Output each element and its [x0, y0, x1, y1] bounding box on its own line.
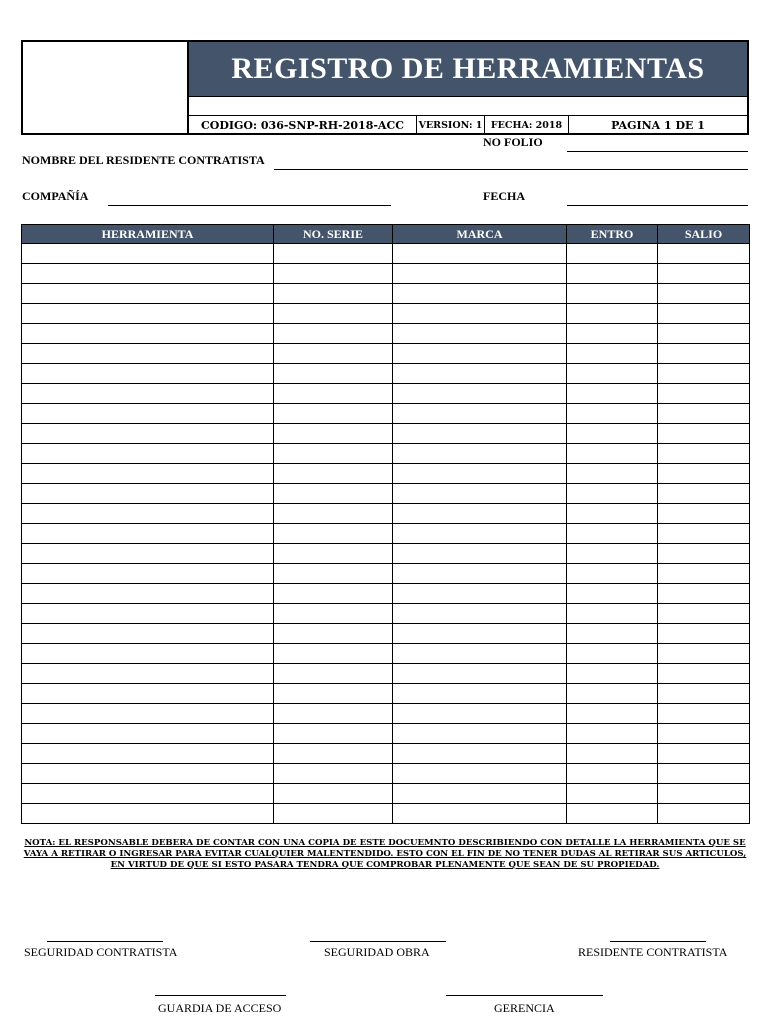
company-field[interactable] — [108, 205, 391, 206]
table-cell[interactable] — [22, 644, 274, 664]
table-cell[interactable] — [393, 264, 567, 284]
table-cell[interactable] — [22, 624, 274, 644]
column-header-in: ENTRO — [567, 225, 658, 244]
company-label: COMPAÑÍA — [22, 189, 89, 203]
table-cell[interactable] — [393, 464, 567, 484]
table-cell[interactable] — [393, 684, 567, 704]
table-cell[interactable] — [658, 524, 750, 544]
table-cell[interactable] — [22, 504, 274, 524]
table-cell[interactable] — [658, 804, 750, 824]
signature-line-management[interactable] — [446, 995, 603, 996]
table-cell[interactable] — [393, 364, 567, 384]
table-cell[interactable] — [274, 244, 393, 264]
table-row — [22, 544, 750, 564]
table-cell[interactable] — [567, 644, 658, 664]
table-cell[interactable] — [22, 724, 274, 744]
table-row — [22, 304, 750, 324]
table-cell[interactable] — [658, 444, 750, 464]
table-cell[interactable] — [658, 244, 750, 264]
table-cell[interactable] — [658, 324, 750, 344]
table-cell[interactable] — [393, 744, 567, 764]
table-cell[interactable] — [274, 384, 393, 404]
signature-label-security-contractor: SEGURIDAD CONTRATISTA — [24, 945, 178, 959]
signature-label-access-guard: GUARDIA DE ACCESO — [158, 1001, 282, 1015]
table-cell[interactable] — [658, 584, 750, 604]
table-cell[interactable] — [393, 544, 567, 564]
table-cell[interactable] — [658, 664, 750, 684]
table-row — [22, 504, 750, 524]
table-cell[interactable] — [567, 604, 658, 624]
table-cell[interactable] — [22, 324, 274, 344]
table-cell[interactable] — [393, 244, 567, 264]
table-cell[interactable] — [567, 584, 658, 604]
table-cell[interactable] — [567, 324, 658, 344]
table-cell[interactable] — [393, 344, 567, 364]
table-cell[interactable] — [393, 504, 567, 524]
table-cell[interactable] — [22, 264, 274, 284]
table-cell[interactable] — [658, 684, 750, 704]
table-cell[interactable] — [567, 364, 658, 384]
table-cell[interactable] — [274, 284, 393, 304]
document-header — [21, 40, 749, 135]
table-row — [22, 284, 750, 304]
table-row — [22, 584, 750, 604]
table-cell[interactable] — [567, 624, 658, 644]
table-cell[interactable] — [393, 424, 567, 444]
signature-label-security-site: SEGURIDAD OBRA — [324, 945, 430, 959]
folio-label: NO FOLIO — [483, 135, 543, 149]
table-cell[interactable] — [658, 604, 750, 624]
table-cell[interactable] — [658, 364, 750, 384]
table-cell[interactable] — [274, 404, 393, 424]
table-cell[interactable] — [393, 604, 567, 624]
column-header-tool: HERRAMIENTA — [22, 225, 274, 244]
table-cell[interactable] — [274, 644, 393, 664]
table-row — [22, 424, 750, 444]
table-cell[interactable] — [393, 284, 567, 304]
table-cell[interactable] — [393, 704, 567, 724]
table-cell[interactable] — [393, 324, 567, 344]
table-cell[interactable] — [567, 444, 658, 464]
table-cell[interactable] — [393, 564, 567, 584]
table-cell[interactable] — [393, 304, 567, 324]
table-cell[interactable] — [567, 484, 658, 504]
table-row — [22, 744, 750, 764]
table-cell[interactable] — [567, 464, 658, 484]
table-cell[interactable] — [567, 264, 658, 284]
table-cell[interactable] — [274, 724, 393, 744]
signature-label-management: GERENCIA — [494, 1001, 555, 1015]
table-cell[interactable] — [274, 604, 393, 624]
table-cell[interactable] — [567, 804, 658, 824]
table-cell[interactable] — [274, 304, 393, 324]
date-field[interactable] — [567, 205, 748, 206]
table-cell[interactable] — [22, 804, 274, 824]
table-row — [22, 244, 750, 264]
table-cell[interactable] — [658, 764, 750, 784]
table-cell[interactable] — [274, 684, 393, 704]
document-version: VERSION: 1 — [417, 116, 485, 135]
table-header-row — [22, 225, 750, 244]
table-row — [22, 564, 750, 584]
table-cell[interactable] — [393, 784, 567, 804]
table-cell[interactable] — [274, 264, 393, 284]
table-cell[interactable] — [22, 424, 274, 444]
table-row — [22, 364, 750, 384]
table-cell[interactable] — [567, 704, 658, 724]
table-cell[interactable] — [274, 804, 393, 824]
table-body — [22, 244, 750, 824]
table-cell[interactable] — [567, 664, 658, 684]
table-cell[interactable] — [393, 584, 567, 604]
signature-line-security-site[interactable] — [310, 941, 446, 942]
table-cell[interactable] — [22, 244, 274, 264]
tools-table — [21, 224, 750, 824]
table-cell[interactable] — [567, 784, 658, 804]
table-cell[interactable] — [22, 704, 274, 724]
table-cell[interactable] — [658, 504, 750, 524]
table-cell[interactable] — [22, 464, 274, 484]
table-cell[interactable] — [658, 264, 750, 284]
table-cell[interactable] — [393, 444, 567, 464]
table-cell[interactable] — [274, 324, 393, 344]
table-cell[interactable] — [567, 724, 658, 744]
table-cell[interactable] — [274, 524, 393, 544]
table-cell[interactable] — [22, 284, 274, 304]
logo-box — [23, 42, 189, 135]
table-cell[interactable] — [658, 384, 750, 404]
table-cell[interactable] — [22, 764, 274, 784]
table-cell[interactable] — [22, 664, 274, 684]
table-cell[interactable] — [274, 584, 393, 604]
table-cell[interactable] — [22, 384, 274, 404]
table-row — [22, 724, 750, 744]
table-cell[interactable] — [567, 344, 658, 364]
document-title: REGISTRO DE HERRAMIENTAS — [231, 52, 705, 85]
date-label: FECHA — [483, 189, 525, 203]
table-cell[interactable] — [22, 304, 274, 324]
table-cell[interactable] — [274, 564, 393, 584]
table-cell[interactable] — [658, 644, 750, 664]
table-cell[interactable] — [658, 304, 750, 324]
table-cell[interactable] — [22, 584, 274, 604]
document-page: PAGINA 1 DE 1 — [611, 119, 705, 132]
table-row — [22, 684, 750, 704]
table-row — [22, 344, 750, 364]
signature-line-resident-contractor[interactable] — [610, 941, 706, 942]
table-cell[interactable] — [393, 404, 567, 424]
table-cell[interactable] — [658, 744, 750, 764]
document-date: FECHA: 2018 — [485, 116, 569, 135]
table-cell[interactable] — [567, 404, 658, 424]
table-cell[interactable] — [567, 284, 658, 304]
table-cell[interactable] — [567, 524, 658, 544]
table-row — [22, 464, 750, 484]
table-row — [22, 784, 750, 804]
table-cell[interactable] — [567, 764, 658, 784]
table-cell[interactable] — [567, 304, 658, 324]
table-cell[interactable] — [274, 664, 393, 684]
header-meta-row — [189, 116, 747, 135]
table-cell[interactable] — [393, 764, 567, 784]
table-row — [22, 644, 750, 664]
table-cell[interactable] — [567, 744, 658, 764]
table-cell[interactable] — [274, 704, 393, 724]
table-row — [22, 604, 750, 624]
table-cell[interactable] — [22, 524, 274, 544]
table-row — [22, 624, 750, 644]
table-cell[interactable] — [22, 344, 274, 364]
table-row — [22, 804, 750, 824]
signature-label-resident-contractor: RESIDENTE CONTRATISTA — [578, 945, 728, 959]
table-cell[interactable] — [274, 544, 393, 564]
table-cell[interactable] — [658, 484, 750, 504]
table-cell[interactable] — [393, 624, 567, 644]
table-cell[interactable] — [22, 404, 274, 424]
table-cell[interactable] — [274, 764, 393, 784]
title-bar — [189, 42, 747, 97]
table-cell[interactable] — [22, 684, 274, 704]
table-cell[interactable] — [393, 484, 567, 504]
table-cell[interactable] — [658, 284, 750, 304]
table-cell[interactable] — [274, 344, 393, 364]
table-cell[interactable] — [658, 344, 750, 364]
table-cell[interactable] — [274, 784, 393, 804]
resident-label: NOMBRE DEL RESIDENTE CONTRATISTA — [22, 153, 265, 167]
table-cell[interactable] — [658, 624, 750, 644]
table-cell[interactable] — [658, 404, 750, 424]
table-cell[interactable] — [658, 464, 750, 484]
signature-line-access-guard[interactable] — [155, 995, 286, 996]
table-row — [22, 324, 750, 344]
table-cell[interactable] — [658, 784, 750, 804]
table-cell[interactable] — [393, 664, 567, 684]
table-row — [22, 484, 750, 504]
table-row — [22, 444, 750, 464]
table-cell[interactable] — [274, 364, 393, 384]
table-cell[interactable] — [567, 544, 658, 564]
table-cell[interactable] — [22, 784, 274, 804]
table-cell[interactable] — [567, 244, 658, 264]
table-cell[interactable] — [658, 724, 750, 744]
column-header-serial: NO. SERIE — [274, 225, 393, 244]
table-cell[interactable] — [393, 524, 567, 544]
folio-field[interactable] — [567, 151, 748, 152]
table-cell[interactable] — [274, 444, 393, 464]
table-cell[interactable] — [393, 804, 567, 824]
table-cell[interactable] — [22, 604, 274, 624]
table-row — [22, 404, 750, 424]
table-cell[interactable] — [22, 544, 274, 564]
table-row — [22, 384, 750, 404]
table-row — [22, 764, 750, 784]
table-cell[interactable] — [658, 544, 750, 564]
table-cell[interactable] — [393, 384, 567, 404]
column-header-out: SALIO — [658, 225, 750, 244]
table-cell[interactable] — [274, 744, 393, 764]
table-cell[interactable] — [274, 624, 393, 644]
table-cell[interactable] — [567, 504, 658, 524]
table-row — [22, 704, 750, 724]
table-cell[interactable] — [658, 704, 750, 724]
resident-field[interactable] — [274, 169, 748, 170]
table-cell[interactable] — [567, 564, 658, 584]
table-cell[interactable] — [658, 424, 750, 444]
responsibility-note: NOTA: EL RESPONSABLE DEBERA DE CONTAR CON UNA COPIA DE ESTE DOCUEMNTO DESCRIBIENDO CON DETALLE LA HERRAMIENTA QUE SE VAYA A RETIRAR O INGRESAR PARA EVITAR CUALQUIER MALENTENDIDO. ESTO CON EL FIN DE NO TENER DUDAS AL RETIRAR SUS ARTICULOS, EN VIRTUD DE QUE SI ESTO PASARA TENDRA QUE COMPROBAR PLENAMENTE QUE SEAN DE SU PROPIEDAD. — [23, 838, 747, 870]
table-cell[interactable] — [22, 364, 274, 384]
table-cell[interactable] — [22, 444, 274, 464]
header-blank-row — [189, 97, 747, 116]
table-cell[interactable] — [658, 564, 750, 584]
table-cell[interactable] — [567, 424, 658, 444]
table-cell[interactable] — [274, 484, 393, 504]
document-code: CODIGO: 036-SNP-RH-2018-ACC — [189, 116, 417, 135]
table-cell[interactable] — [274, 504, 393, 524]
table-row — [22, 524, 750, 544]
column-header-brand: MARCA — [393, 225, 567, 244]
table-cell[interactable] — [22, 564, 274, 584]
signature-line-security-contractor[interactable] — [47, 941, 163, 942]
table-row — [22, 664, 750, 684]
table-cell[interactable] — [567, 684, 658, 704]
table-cell[interactable] — [274, 464, 393, 484]
table-cell[interactable] — [393, 724, 567, 744]
table-cell[interactable] — [567, 384, 658, 404]
table-row — [22, 264, 750, 284]
table-cell[interactable] — [274, 424, 393, 444]
table-cell[interactable] — [22, 484, 274, 504]
table-cell[interactable] — [393, 644, 567, 664]
table-cell[interactable] — [22, 744, 274, 764]
